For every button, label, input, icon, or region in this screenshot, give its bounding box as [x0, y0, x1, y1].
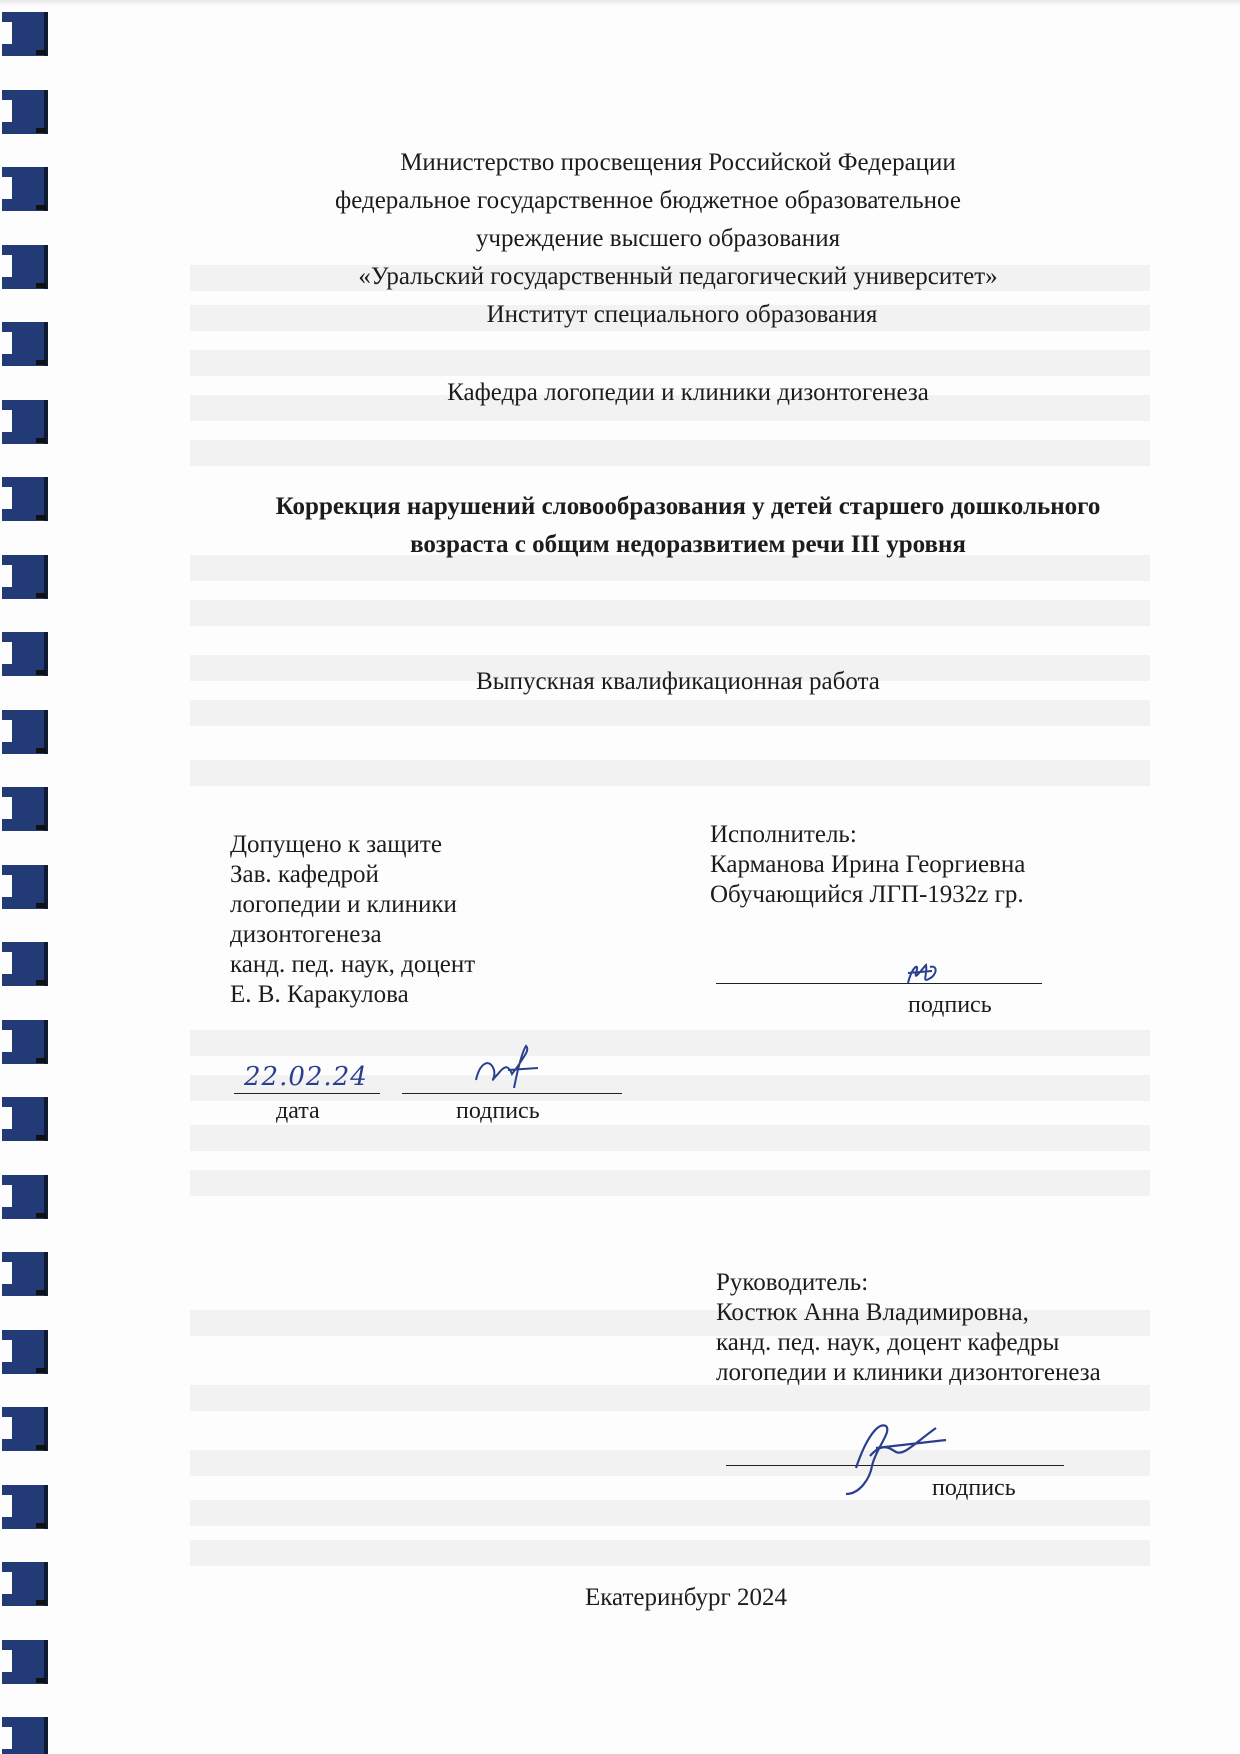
university-name: «Уральский государственный педагогический университет» [358, 263, 998, 290]
executor-name: Карманова Ирина Георгиевна [710, 851, 1026, 878]
department-line: логопедии и клиники [230, 891, 457, 918]
binding-hole [2, 1252, 48, 1296]
binding-hole [2, 1097, 48, 1141]
thesis-title-line1: Коррекция нарушений словообразования у детей старшего дошкольного [275, 493, 1101, 520]
head-of-department-line: Зав. кафедрой [230, 861, 379, 888]
binding-hole [2, 1640, 48, 1684]
admission-signature-scribble [468, 1040, 548, 1100]
admission-block [230, 830, 475, 1010]
binding-hole [2, 865, 48, 909]
handwritten-date: 22.02.24 [244, 1062, 368, 1092]
head-name: Е. В. Каракулова [230, 981, 409, 1008]
binding-hole [2, 1717, 48, 1754]
academic-degree-line: канд. пед. наук, доцент [230, 951, 476, 978]
supervisor-title: Руководитель: [716, 1269, 869, 1296]
binding-hole [2, 787, 48, 831]
executor-signature-scribble [902, 955, 952, 995]
institution-type-line: федеральное государственное бюджетное образовательное [335, 187, 961, 214]
supervisor-block [716, 1268, 1101, 1388]
supervisor-signature-label: подпись [932, 1475, 1016, 1501]
supervisor-degree: канд. пед. наук, доцент кафедры [716, 1329, 1060, 1356]
spiral-binding [0, 0, 60, 1754]
binding-hole [2, 710, 48, 754]
city-year: Екатеринбург 2024 [584, 1584, 788, 1611]
binding-hole [2, 1020, 48, 1064]
binding-hole [2, 90, 48, 134]
binding-hole [2, 632, 48, 676]
institution-level-line: учреждение высшего образования [475, 225, 841, 252]
department-name: Кафедра логопедии и клиники дизонтогенеза [447, 379, 929, 406]
binding-hole [2, 477, 48, 521]
binding-hole [2, 322, 48, 366]
binding-hole [2, 1485, 48, 1529]
supervisor-department: логопедии и клиники дизонтогенеза [716, 1359, 1101, 1386]
binding-hole [2, 1175, 48, 1219]
executor-title: Исполнитель: [710, 821, 857, 848]
supervisor-name: Костюк Анна Владимировна, [716, 1299, 1029, 1326]
date-label: дата [276, 1098, 320, 1124]
binding-hole [2, 12, 48, 56]
binding-hole [2, 555, 48, 599]
binding-hole [2, 400, 48, 444]
admission-signature-label: подпись [456, 1098, 540, 1124]
binding-hole [2, 1407, 48, 1451]
department-line-2: дизонтогенеза [230, 921, 382, 948]
binding-hole [2, 1562, 48, 1606]
institute-name: Институт специального образования [486, 301, 878, 328]
executor-block [710, 820, 1025, 910]
scan-edge [0, 0, 1240, 6]
admission-line: Допущено к защите [230, 831, 442, 858]
executor-group: Обучающийся ЛГП-1932z гр. [710, 881, 1024, 908]
date-line [234, 1093, 380, 1094]
executor-signature-line [716, 983, 1042, 984]
binding-hole [2, 942, 48, 986]
binding-hole [2, 1330, 48, 1374]
ministry-line: Министерство просвещения Российской Федерации [400, 149, 956, 176]
thesis-title-line2: возраста с общим недоразвитием речи III уровня [410, 531, 966, 558]
work-type: Выпускная квалификационная работа [476, 668, 880, 695]
executor-signature-label: подпись [908, 992, 992, 1018]
